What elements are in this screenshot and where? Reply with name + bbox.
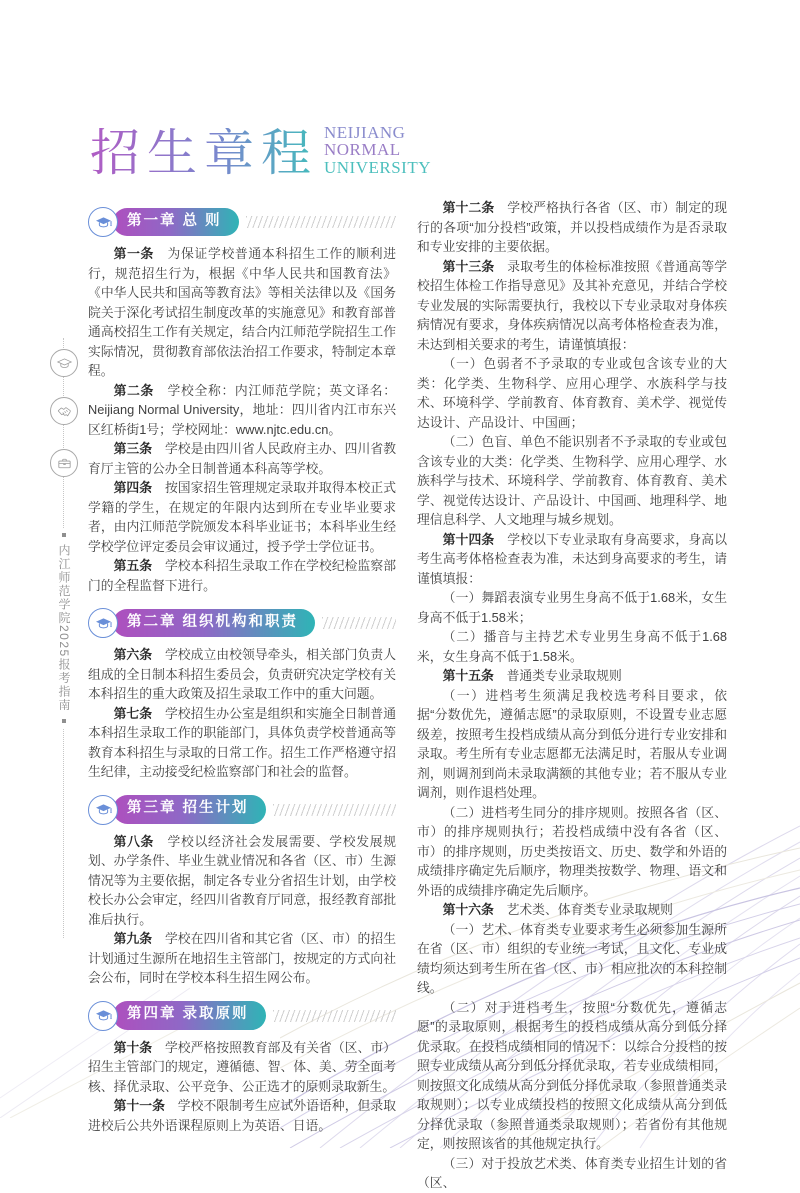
article-paragraph: 第十四条 学校以下专业录取有身高要求，身高以考生高考体格检查表为准，未达到身高要求的考生，请谨慎填报： — [417, 531, 728, 586]
graduation-cap-icon — [88, 1001, 118, 1031]
article-paragraph: 第十条 学校严格按照教育部及有关省（区、市）招生主管部门的规定，遵循德、智、体、美、劳全面考核、择优录取、公平竞争、公正选才的原则录取新生。 — [88, 1039, 397, 1094]
sub-item-paragraph: （二）进档考生同分的排序规则。按照各省（区、市）的排序规则执行；若投档成绩中没有各省（区、市）的排序规则，历史类按语文、历史、数学和外语的成绩排序确定先后顺序，物理类按数学、物理、语文和外语的成绩排序确定先后顺序。 — [417, 804, 727, 898]
article-number: 第十六条 — [442, 902, 494, 917]
chapter-title: 第三章 招生计划 — [113, 795, 266, 824]
title-en-line: UNIVERSITY — [324, 157, 431, 177]
sidebar-caption-text: 内江师范学院2025报考指南 — [57, 544, 71, 712]
article-number: 第四条 — [113, 480, 153, 495]
chapter-heading — [88, 795, 396, 825]
chapter-heading — [88, 207, 396, 237]
article-number: 第六条 — [113, 647, 153, 662]
article-number: 第十条 — [113, 1039, 153, 1055]
article-paragraph: 第十二条 学校严格执行各省（区、市）制定的现行的各项“加分投档”政策，并以投档成绩作为是否录取和专业安排的主要依据。 — [417, 200, 728, 254]
article-paragraph: 第十三条 录取考生的体检标准按照《普通高等学校招生体检工作指导意见》及其补充意见，并结合学校专业发展的实际需要执行，我校以下专业录取对身体疾病情况有要求，身体疾病情况以高考体格检查表为准，未达到相关要求的考生，请谨慎填报： — [417, 258, 728, 352]
article-number: 第三条 — [113, 441, 153, 456]
article-paragraph: 第七条 学校招生办公室是组织和实施全日制普通本科招生录取工作的职能部门，具体负责学校普通高等教育本科招生与录取的日常工作。招生工作严格遵守招生纪律，主动接受纪检监察部门和社会的监督。 — [88, 705, 397, 779]
article-number: 第十四条 — [442, 531, 495, 547]
article-paragraph: 第十一条 学校不限制考生应试外语语种，但录取进校后公共外语课程原则上为英语、日语。 — [88, 1098, 397, 1133]
sub-item-paragraph: （一）进档考生须满足我校选考科目要求，依据“分数优先，遵循志愿”的录取原则，不设置专业志愿级差，按照考生投档成绩从高分到低分进行专业安排和录取。考生所有专业志愿都无法满足时，若服从专业调剂，则调剂到尚未录取满额的其他专业；若不服从专业调剂，则作退档处理。 — [417, 687, 727, 800]
sub-item-paragraph: （二）对于进档考生，按照“分数优先，遵循志愿”的录取原则，根据考生的投档成绩从高分到低分择优录取。在投档成绩相同的情况下：以综合分投档的按照专业成绩从高分到低分择优录取，若专业成绩相同，则按照文化成绩从高分到低分择优录取（参照普通类录取规则）；以专业成绩投档的按照文化成绩从高分到低分择优录取（参照普通类录取规则）；若省份有其他规定，则按照该省的其他规定执行。 — [417, 999, 727, 1151]
article-paragraph: 第八条 学校以经济社会发展需要、学校发展规划、办学条件、毕业生就业情况和各省（区、市）生源情况等为主要依据，制定各专业分省招生计划，由学校校长办公会审定，经四川省教育厅同意，报经教育部批准后执行。 — [88, 833, 397, 927]
article-paragraph: 第三条 学校是由四川省人民政府主办、四川省教育厅主管的公办全日制普通本科高等学校。 — [88, 441, 397, 476]
hatch-decoration — [273, 1010, 396, 1022]
article-paragraph: 第一条 为保证学校普通本科招生工作的顺利进行，规范招生行为，根据《中华人民共和国教育法》《中华人民共和国高等教育法》等相关法律以及《国务院关于深化考试招生制度改革的实施意见》和教育部普通高校招生工作有关规定，结合内江师范学院招生工作实际情况，贯彻教育部依法治招工作要求，特制定本章程。 — [88, 246, 397, 378]
sub-item-paragraph: （二）色盲、单色不能识别者不予录取的专业或包含该专业的大类：化学类、生物科学、应用心理学、水族科学与技术、环境科学、学前教育、体育教育、美术学、视觉传达设计、产品设计、中国画、地理科学、地理信息科学、人文地理与城乡规划。 — [417, 434, 727, 527]
graduation-cap-icon — [50, 349, 78, 377]
sub-item-paragraph: （一）舞蹈表演专业男生身高不低于1.68米，女生身高不低于1.58米； — [417, 590, 727, 625]
chapter-title: 第二章 组织机构和职责 — [113, 609, 315, 638]
square-bullet — [62, 719, 66, 723]
article-number: 第十二条 — [442, 200, 495, 215]
graduation-cap-icon — [88, 608, 118, 638]
article-paragraph: 第九条 学校在四川省和其它省（区、市）的招生计划通过生源所在地招生主管部门，按规定的方式向社会公布，同时在学校本科生招生网公布。 — [88, 931, 397, 985]
left-column — [88, 207, 396, 1135]
chapter-heading — [88, 1001, 396, 1031]
chapter-title: 第四章 录取原则 — [113, 1001, 266, 1030]
article-number: 第十五条 — [442, 668, 494, 683]
page-title-english — [324, 124, 431, 176]
sub-item-paragraph: （三）对于投放艺术类、体育类专业招生计划的省（区、 — [417, 1155, 727, 1190]
briefcase-icon — [50, 449, 78, 477]
sub-item-paragraph: （二）播音与主持艺术专业男生身高不低于1.68米，女生身高不低于1.58米。 — [417, 629, 727, 664]
article-paragraph: 第十六条 艺术类、体育类专业录取规则 — [442, 902, 673, 917]
title-en-line: NEIJIANG — [324, 123, 406, 142]
article-paragraph: 第五条 学校本科招生录取工作在学校纪检监察部门的全程监督下进行。 — [88, 558, 397, 593]
article-number: 第五条 — [113, 558, 153, 573]
square-bullet — [62, 533, 66, 537]
chapter-title: 第一章 总 则 — [113, 208, 239, 237]
graduation-cap-icon — [88, 795, 118, 825]
article-number: 第十三条 — [442, 258, 495, 274]
article-number: 第十一条 — [113, 1098, 165, 1113]
chapter-heading — [88, 608, 396, 638]
graduation-cap-icon — [88, 207, 118, 237]
article-paragraph: 第六条 学校成立由校领导牵头，相关部门负责人组成的全日制本科招生委员会，负责研究决定学校有关本科招生的重大政策及招生录取工作中的重大问题。 — [88, 647, 397, 701]
sidebar-vertical-caption — [53, 528, 75, 728]
sub-item-paragraph: （一）色弱者不予录取的专业或包含该专业的大类：化学类、生物科学、应用心理学、水族科学与技术、环境科学、学前教育、体育教育、美术学、视觉传达设计、产品设计、中国画； — [417, 356, 727, 430]
handshake-icon — [50, 397, 78, 425]
hatch-decoration — [246, 216, 396, 228]
hatch-decoration — [273, 804, 396, 816]
article-paragraph: 第四条 按国家招生管理规定录取并取得本校正式学籍的学生，在规定的年限内达到所在专业毕业要求者，由内江师范学院颁发本科毕业证书；本科毕业生经学校学位评定委员会审议通过，授予学士学位证书。 — [88, 480, 397, 554]
article-number: 第一条 — [113, 246, 155, 261]
hatch-decoration — [322, 617, 396, 629]
title-en-line: NORMAL — [324, 140, 401, 160]
article-number: 第八条 — [113, 833, 155, 849]
article-paragraph: 第二条 学校全称：内江师范学院；英文译名：Neijiang Normal University，地址：四川省内江市东兴区红桥街1号；学校网址：www.njtc.edu.cn。 — [88, 382, 397, 437]
page-header — [90, 123, 431, 181]
article-number: 第九条 — [113, 931, 153, 946]
article-paragraph: 第十五条 普通类专业录取规则 — [442, 668, 622, 683]
page-title: 招生章程 — [90, 124, 318, 181]
sub-item-paragraph: （一）艺术、体育类专业要求考生必须参加生源所在省（区、市）组织的专业统一考试，且文化、专业成绩均须达到考生所在省（区、市）相应批次的本科控制线。 — [417, 921, 727, 995]
right-column — [417, 198, 727, 1193]
article-number: 第二条 — [113, 382, 155, 398]
article-number: 第七条 — [113, 705, 153, 721]
